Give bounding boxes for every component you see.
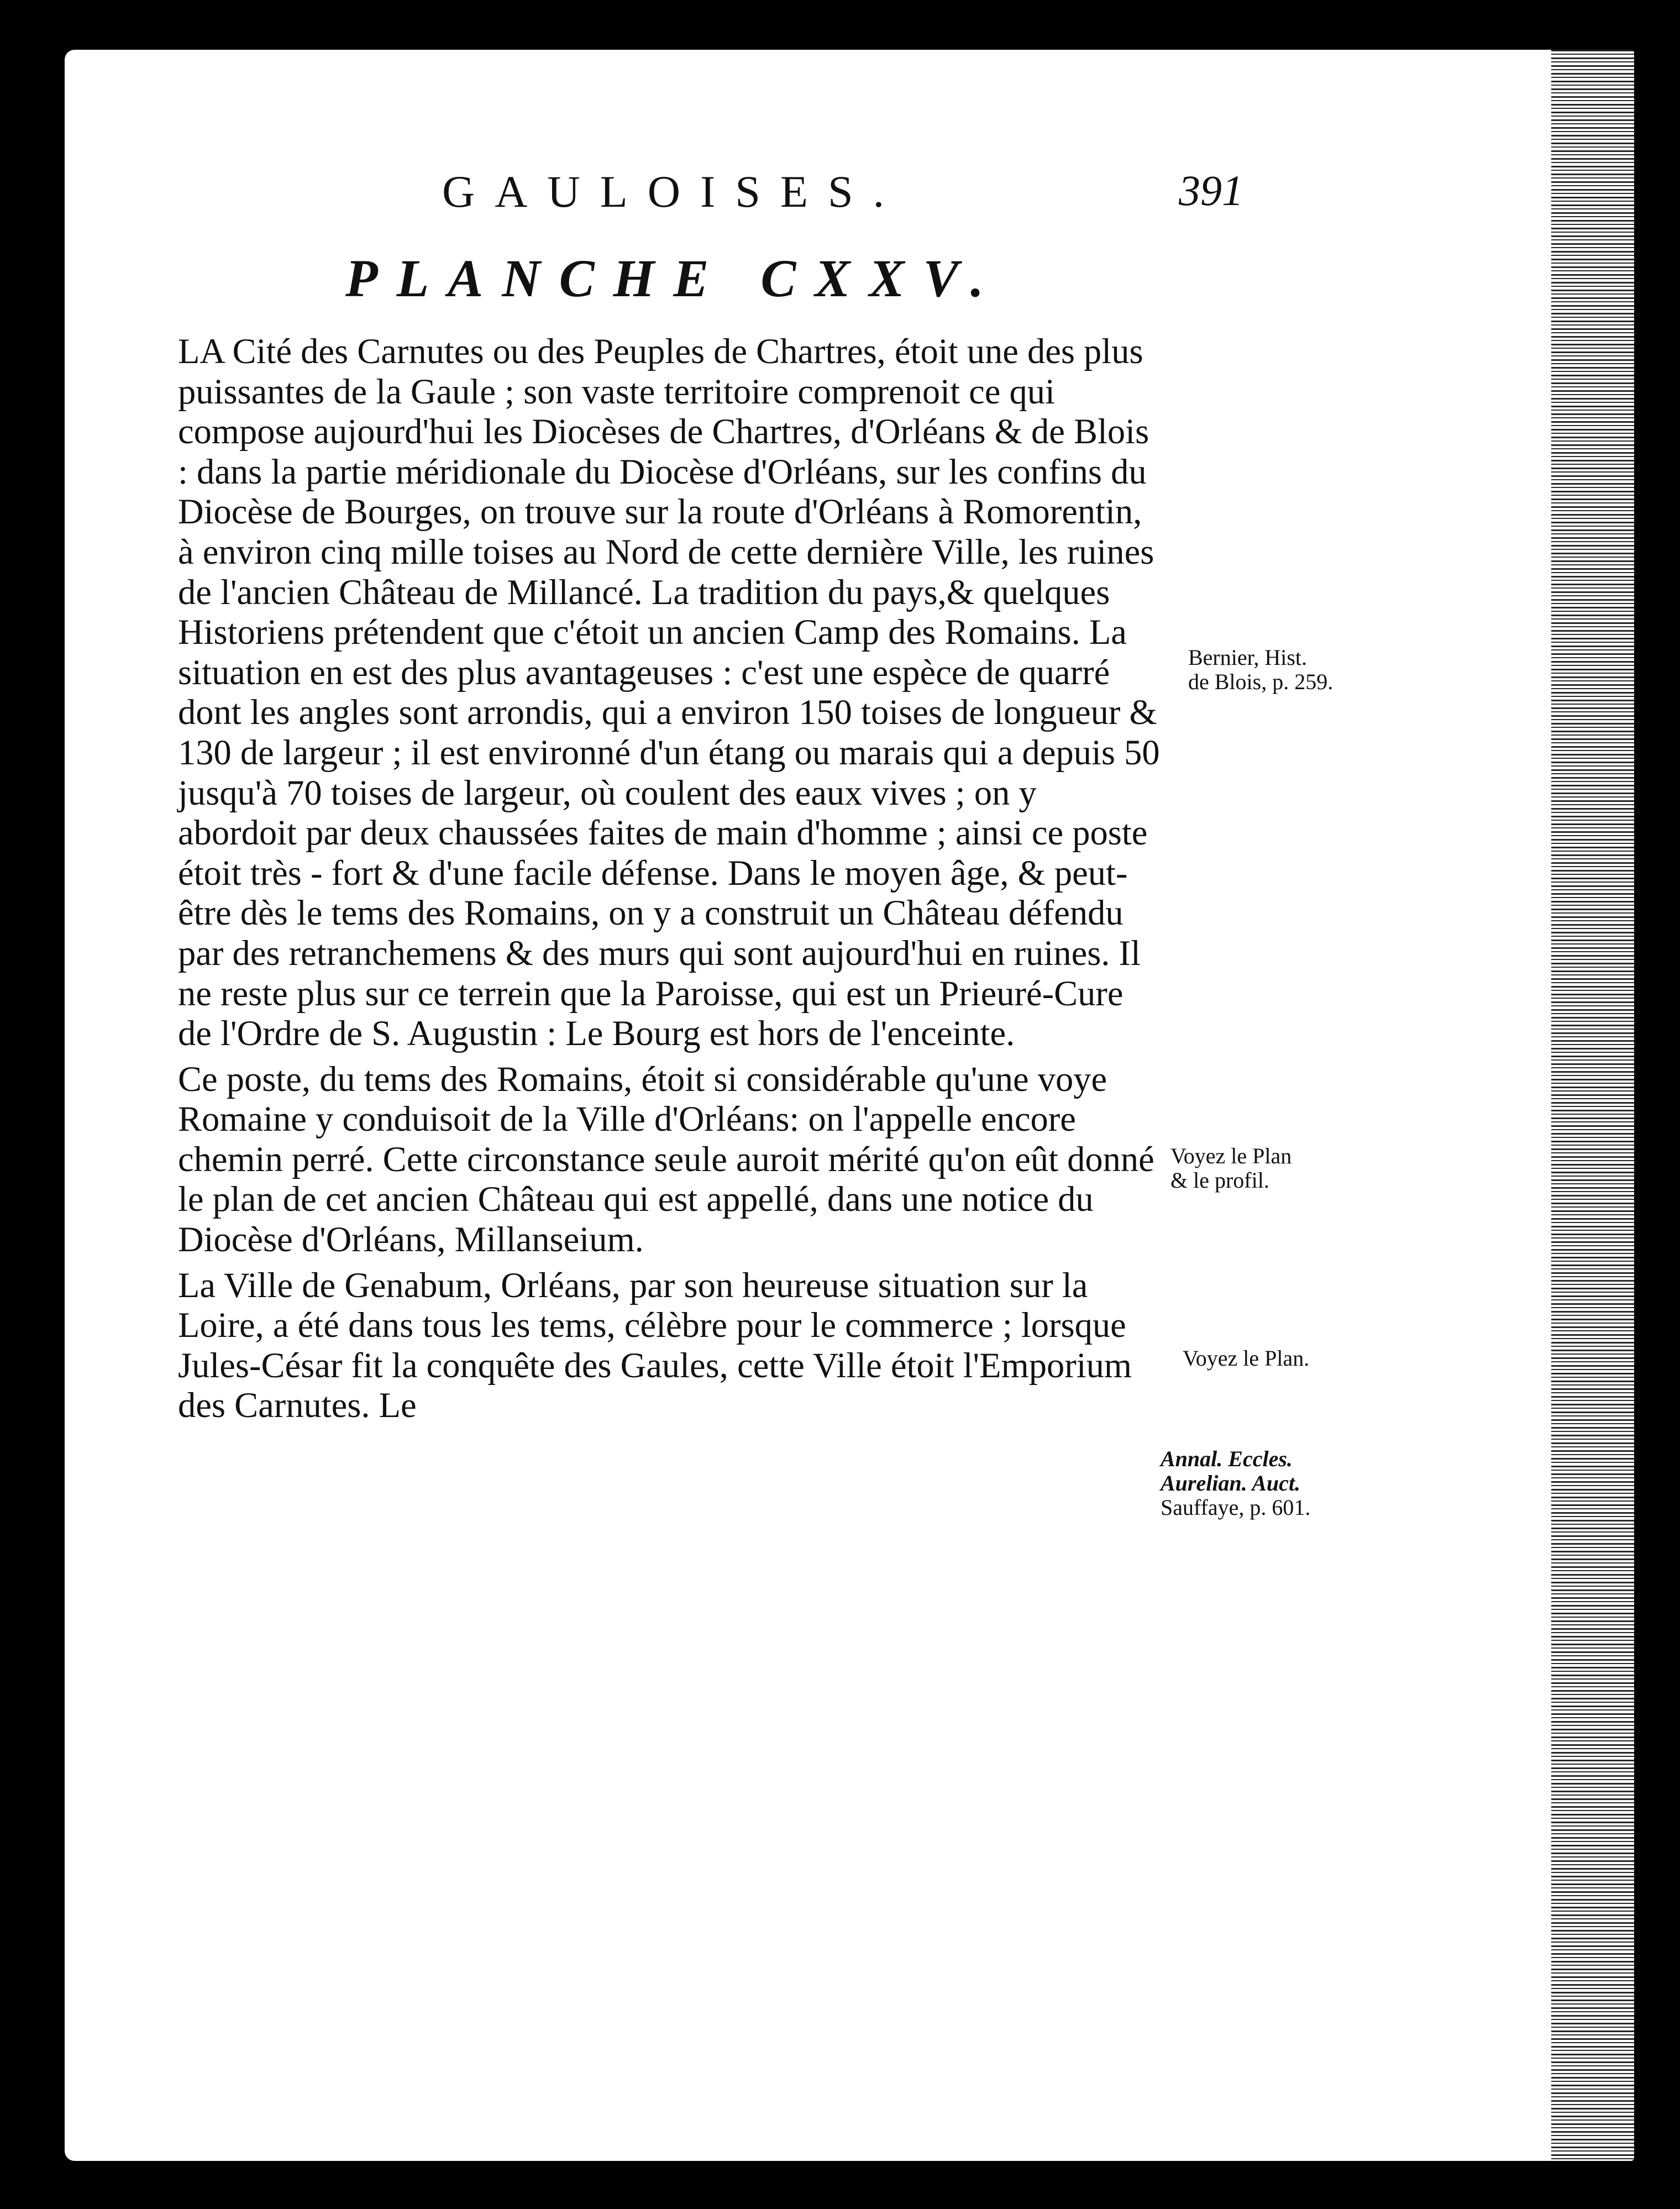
- margin-note-line: Aurelian. Auct.: [1161, 1471, 1301, 1496]
- plate-label: PLANCHE: [345, 249, 728, 308]
- margin-note-line: & le profil.: [1170, 1168, 1269, 1193]
- paragraph-3: La Ville de Genabum, Orléans, par son heureuse situation sur la Loire, a été dans tous les tems, célèbre pour le commerce ; lorsque Jules-César fit la conquête des Gaules, cette Ville étoit l'Emporium des Carnutes. Le: [178, 1265, 1132, 1425]
- margin-note-line: Voyez le Plan.: [1183, 1346, 1310, 1371]
- margin-note-plan-profil: [1170, 1144, 1292, 1193]
- paragraph-2: Ce poste, du tems des Romains, étoit si considérable qu'une voye Romaine y conduisoit de la Ville d'Orléans: on l'appelle encore chemin perré. Cette circonstance seule auroit mérité qu'on eût donné le plan de cet ancien Château qui est appellé, dans une notice du Diocèse d'Orléans, Millanseium.: [178, 1059, 1154, 1260]
- margin-note-plan: [1183, 1346, 1309, 1371]
- page-number: 391: [1179, 166, 1243, 214]
- running-title: GAULOISES.: [442, 166, 905, 217]
- paragraph-1: LA Cité des Carnutes ou des Peuples de Chartres, étoit une des plus puissantes de la Gaule ; son vaste territoire comprenoit ce qui compose aujourd'hui les Diocèses de Chartres, d'Orléans & de Blois : dans la partie méridionale du Diocèse d'Orléans, sur les confins du Diocèse de Bourges, on trouve sur la route d'Orléans à Romorentin, à environ cinq mille toises au Nord de cette dernière Ville, les ruines de l'ancien Château de Millancé. La tradition du pays,& quelques Historiens prétendent que c'étoit un ancien Camp des Romains. La situation en est des plus avantageuses : c'est une espèce de quarré dont les angles sont arrondis, qui a environ 150 toises de longueur & 130 de largeur ; il est environné d'un étang ou marais qui a depuis 50 jusqu'à 70 toises de largeur, où coulent des eaux vives ; on y abordoit par deux chaussées faites de main d'homme ; ainsi ce poste étoit très - fort & d'une facile défense. Dans le moyen âge, & peut-être dès le tems des Romains, on y a construit un Château défendu par des retranchemens & des murs qui sont aujourd'hui en ruines. Il ne reste plus sur ce terrein que la Paroisse, qui est un Prieuré-Cure de l'Ordre de S. Augustin : Le Bourg est hors de l'enceinte.: [178, 332, 1160, 1053]
- plate-number: CXXV.: [760, 249, 1003, 308]
- running-header: [442, 166, 1243, 232]
- margin-note-line: Voyez le Plan: [1170, 1143, 1292, 1168]
- margin-note-line: Sauffaye, p. 601.: [1161, 1495, 1311, 1520]
- margin-note-line: de Blois, p. 259.: [1188, 669, 1334, 694]
- page-edge: [1551, 50, 1634, 2161]
- margin-note-bernier: [1188, 646, 1333, 694]
- margin-note-annal: [1161, 1447, 1310, 1520]
- main-text: [178, 332, 1162, 1426]
- margin-note-line: Annal. Eccles.: [1161, 1446, 1293, 1471]
- plate-title: [345, 248, 1002, 309]
- margin-note-line: Bernier, Hist.: [1188, 645, 1308, 670]
